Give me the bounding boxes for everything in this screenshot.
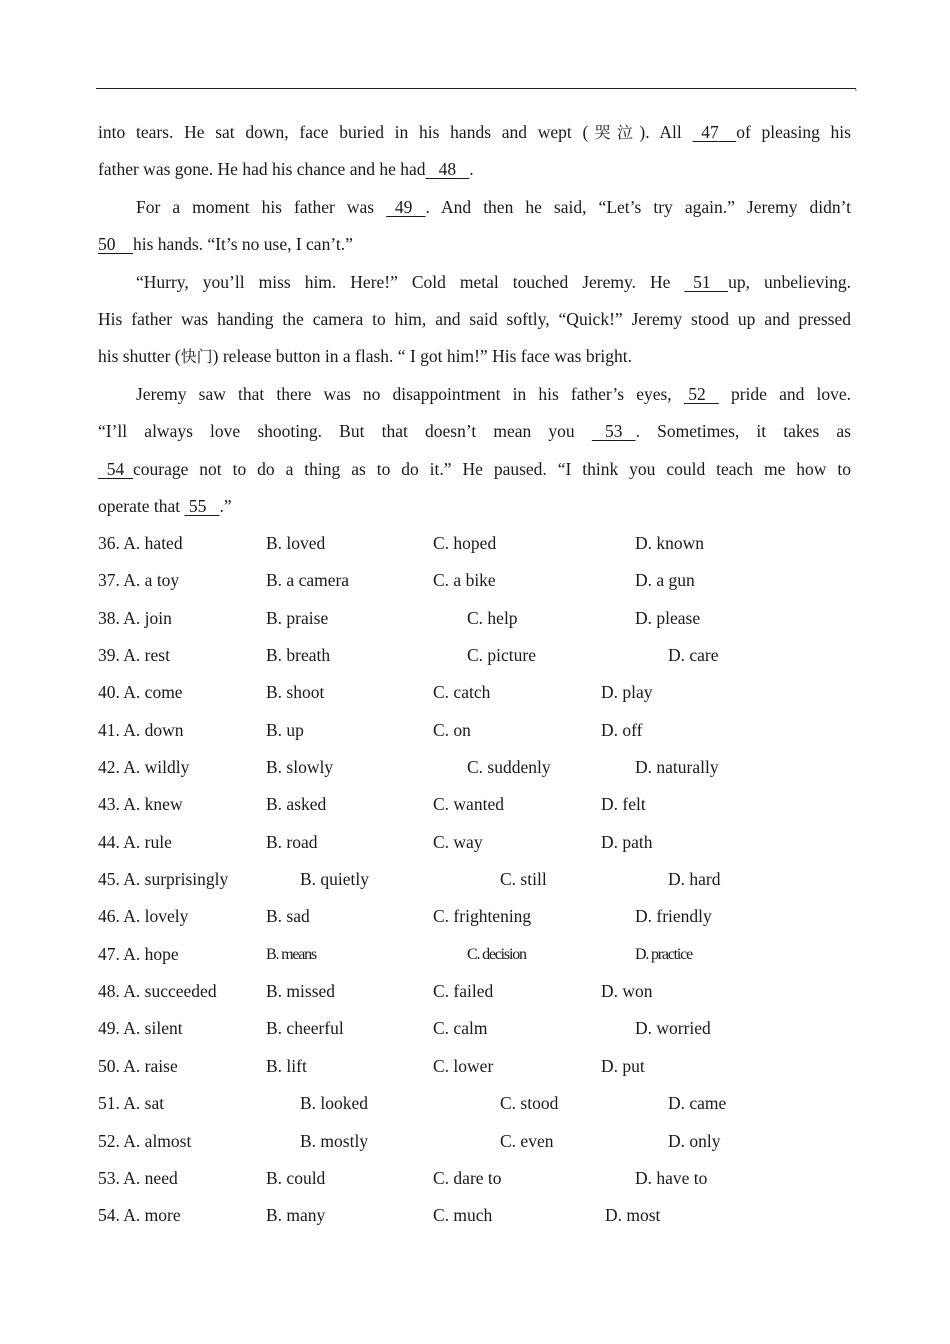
option-row-47: 47. A. hope B. means C. decision D. practice [98,943,692,964]
blank-52: 52 [688,383,706,404]
passage-line: “Hurry, you’ll miss him. Here!” Cold metal touched Jeremy. He 51 up, unbelieving. [98,264,851,301]
passage-line: father was gone. He had his chance and he had 48 . [98,151,851,188]
blank-47: 47 [701,122,719,142]
option-row-41: 41. A. down B. up C. on D. off [98,719,643,740]
passage-line: his shutter (快门) release button in a flash. “ I got him!” His face was bright. [98,346,633,367]
option-row-54: 54. A. more B. many C. much D. most [98,1205,661,1226]
blank-49: 49 [394,196,413,217]
header-rule-mark: , [855,83,857,92]
blank-48: 48 [438,159,457,180]
option-row-40: 40. A. come B. shoot C. catch D. play [98,682,653,703]
option-row-44: 44. A. rule B. road C. way D. path [98,831,653,852]
option-row-45: 45. A. surprisingly B. quietly C. still D. hard [98,869,721,890]
answer-options [98,525,858,1235]
blank-51: 51 [693,271,711,292]
option-row-39: 39. A. rest B. breath C. picture D. care [98,645,719,666]
passage-line: into tears. He sat down, face buried in his hands and wept (哭泣). All 47 of pleasing his [98,114,851,151]
option-row-53: 53. A. need B. could C. dare to D. have to [98,1167,708,1188]
passage-line: 54 courage not to do a thing as to do it.” He paused. “I think you could teach me how to [98,451,851,488]
cloze-passage [98,114,851,525]
blank-53: 53 [604,421,623,442]
option-row-38: 38. A. join B. praise C. help D. please [98,607,701,628]
passage-line: operate that 55 .” [98,488,851,525]
option-row-48: 48. A. succeeded B. missed C. failed D. won [98,981,653,1002]
option-row-51: 51. A. sat B. looked C. stood D. came [98,1093,727,1114]
passage-line: “I’ll always love shooting. But that doesn’t mean you 53 . Sometimes, it takes as [98,413,851,450]
header-rule [96,88,856,89]
option-row-42: 42. A. wildly B. slowly C. suddenly D. naturally [98,757,719,778]
passage-line: For a moment his father was 49 . And then he said, “Let’s try again.” Jeremy didn’t [98,189,851,226]
option-row-37: 37. A. a toy B. a camera C. a bike D. a gun [98,570,695,591]
blank-55: 55 [188,495,207,516]
option-row-43: 43. A. knew B. asked C. wanted D. felt [98,794,646,815]
passage-line: His father was handing the camera to him, and said softly, “Quick!” Jeremy stood up and pressed [98,308,851,329]
blank-50: 50 [98,234,116,255]
passage-line: 50 his hands. “It’s no use, I can’t.” [98,226,851,263]
option-row-52: 52. A. almost B. mostly C. even D. only [98,1130,721,1151]
option-row-46: 46. A. lovely B. sad C. frightening D. friendly [98,906,712,927]
passage-line: Jeremy saw that there was no disappointment in his father’s eyes, 52 pride and love. [98,376,851,413]
blank-54: 54 [106,458,125,479]
option-row-49: 49. A. silent B. cheerful C. calm D. worried [98,1018,711,1039]
option-row-36: 36. A. hated B. loved C. hoped D. known [98,533,705,553]
option-row-50: 50. A. raise B. lift C. lower D. put [98,1055,645,1076]
